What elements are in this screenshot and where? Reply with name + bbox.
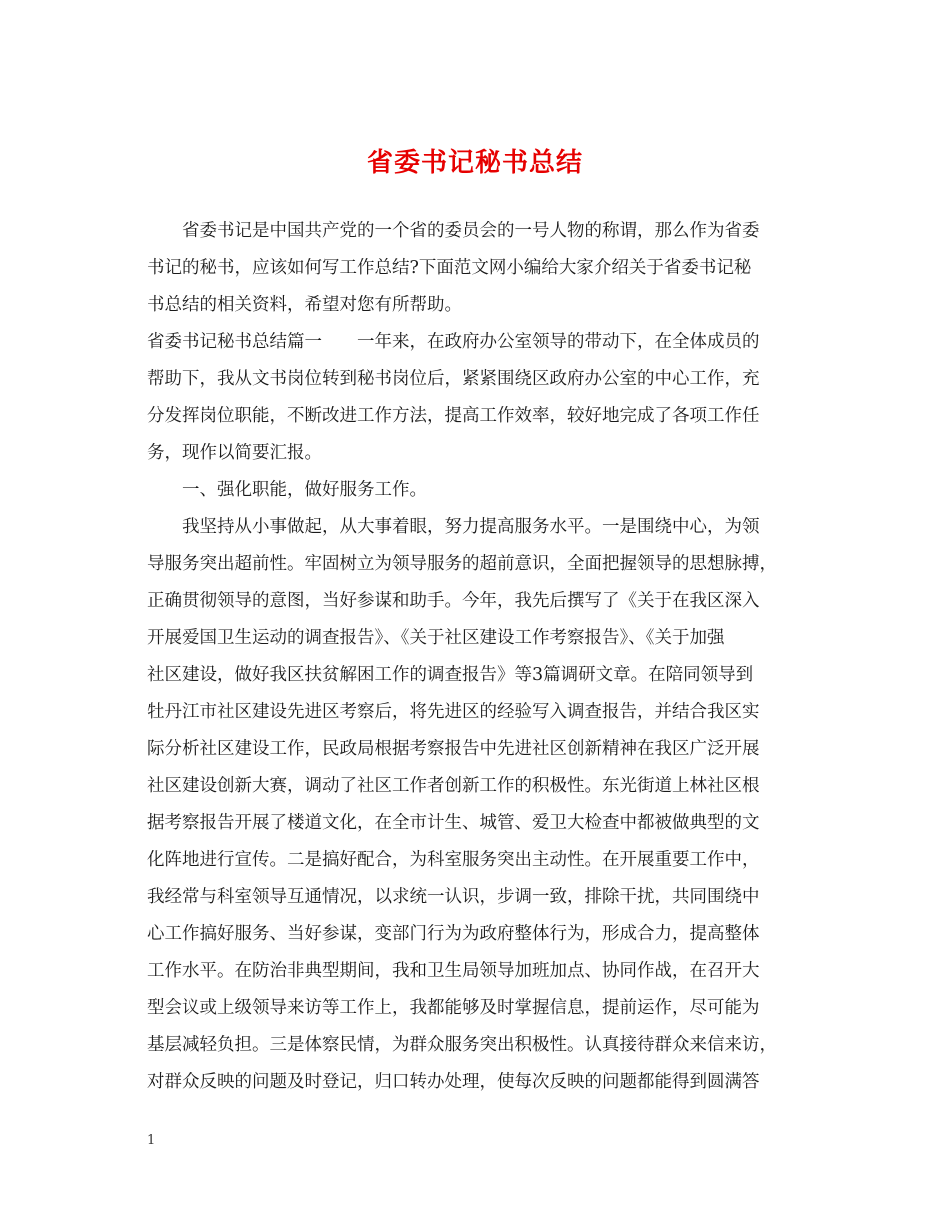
body-text-line: 省委书记秘书总结篇一 一年来，在政府办公室领导的带动下，在全体成员的 — [147, 332, 760, 352]
body-text-line: 书总结的相关资料，希望对您有所帮助。 — [147, 295, 462, 315]
body-text-line: 牡丹江市社区建设先进区考察后，将先进区的经验写入调查报告，并结合我区实 — [147, 702, 760, 722]
body-text-line: 省委书记是中国共产党的一个省的委员会的一号人物的称谓，那么作为省委 — [147, 221, 760, 241]
body-text-line: 书记的秘书，应该如何写工作总结?下面范文网小编给大家介绍关于省委书记秘 — [147, 258, 752, 278]
body-text-line: 开展爱国卫生运动的调查报告》、《关于社区建设工作考察报告》、《关于加强 — [147, 628, 725, 648]
body-text-line: 我坚持从小事做起，从大事着眼，努力提高服务水平。一是围绕中心，为领 — [147, 517, 760, 537]
document-title: 省委书记秘书总结 — [366, 148, 583, 178]
body-text-line: 社区建设，做好我区扶贫解困工作的调查报告》等3篇调研文章。在陪同领导到 — [147, 665, 754, 685]
body-text-line: 心工作搞好服务、当好参谋，变部门行为为政府整体行为，形成合力，提高整体 — [147, 924, 760, 944]
body-text-line: 分发挥岗位职能，不断改进工作方法，提高工作效率，较好地完成了各项工作任 — [147, 406, 760, 426]
body-text-line: 正确贯彻领导的意图，当好参谋和助手。今年，我先后撰写了《关于在我区深入 — [147, 591, 760, 611]
body-text-line: 化阵地进行宣传。二是搞好配合，为科室服务突出主动性。在开展重要工作中， — [147, 850, 760, 870]
body-text-line: 一、强化职能，做好服务工作。 — [147, 480, 427, 500]
body-text-line: 工作水平。在防治非典型期间，我和卫生局领导加班加点、协同作战，在召开大 — [147, 961, 760, 981]
page-number: 1 — [147, 1133, 156, 1148]
body-text-line: 基层减轻负担。三是体察民情，为群众服务突出积极性。认真接待群众来信来访， — [147, 1035, 777, 1055]
body-text-line: 据考察报告开展了楼道文化，在全市计生、城管、爱卫大检查中都被做典型的文 — [147, 813, 760, 833]
body-text-line: 际分析社区建设工作，民政局根据考察报告中先进社区创新精神在我区广泛开展 — [147, 739, 760, 759]
body-text-line: 我经常与科室领导互通情况，以求统一认识，步调一致，排除干扰，共同围绕中 — [147, 887, 760, 907]
body-text-line: 社区建设创新大赛，调动了社区工作者创新工作的积极性。东光街道上林社区根 — [147, 776, 760, 796]
body-text-line: 型会议或上级领导来访等工作上，我都能够及时掌握信息，提前运作，尽可能为 — [147, 998, 760, 1018]
body-text-line: 务，现作以简要汇报。 — [147, 443, 322, 463]
body-text-line: 帮助下，我从文书岗位转到秘书岗位后，紧紧围绕区政府办公室的中心工作，充 — [147, 369, 760, 389]
body-text-line: 对群众反映的问题及时登记，归口转办处理，使每次反映的问题都能得到圆满答 — [147, 1072, 760, 1092]
body-text-line: 导服务突出超前性。牢固树立为领导服务的超前意识，全面把握领导的思想脉搏， — [147, 554, 777, 574]
